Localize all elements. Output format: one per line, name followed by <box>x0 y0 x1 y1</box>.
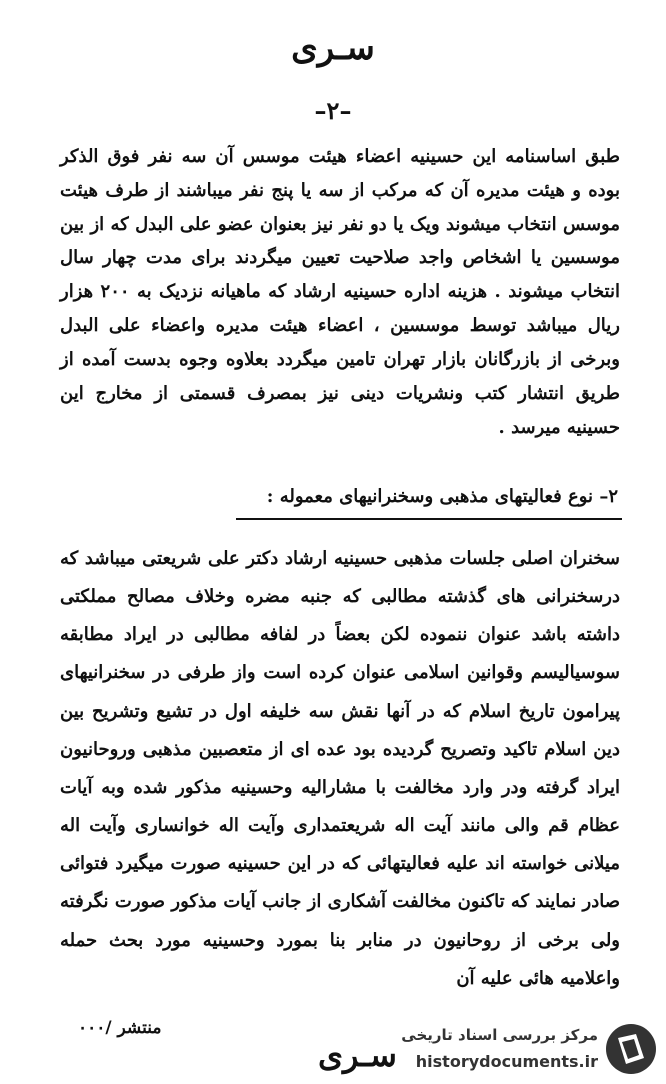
section-1-paragraph: طبق اساسنامه این حسینیه اعضاء هیئت موسس آن سه نفر فوق الذکر بوده و هیئت مدیره آن که مرکب از سه یا پنج نفر میباشند از طرف هیئت موسس انتخاب میشوند ویک یا دو نفر نیز بعنوان عضو علی البدل که از بین موسسین یا اشخاص واجد صلاحیت تعیین میگردند برای مدت چهار سال انتخاب میشوند . هزینه اداره حسینیه ارشاد که ماهیانه نزدیک به ۲۰۰ هزار ریال میباشد توسط موسسین ، اعضاء هیئت مدیره واعضاء علی البدل وبرخی از بازرگانان بازار تهران تامین میگردد بعلاوه وجوه بدست آمده از طریق انتشار کتب ونشریات دینی نیز بمصرف قسمتی از مخارج این حسینیه میرسد . <box>60 146 621 438</box>
classification-stamp-top: سـری <box>291 28 375 68</box>
section-2-heading: ۲– نوع فعالیتهای مذهبی وسخنرانیهای معموله : <box>266 486 618 507</box>
continuation-note: منتشر /۰۰۰ <box>78 1018 162 1038</box>
heading-underline <box>236 518 622 520</box>
watermark-url: historydocuments.ir <box>415 1052 598 1071</box>
watermark-name: مرکز بررسی اسناد تاریخی <box>401 1026 598 1044</box>
classification-stamp-bottom: سـری <box>318 1036 397 1074</box>
archive-watermark <box>372 1018 658 1080</box>
page-number: –۲– <box>314 96 352 125</box>
archive-logo-icon <box>604 1022 658 1076</box>
section-2-paragraph: سخنران اصلی جلسات مذهبی حسینیه ارشاد دکتر علی شریعتی میباشد که درسخنرانی های گذشته مطالبی که جنبه مضره وخلاف مصالح مملکتی داشته باشد عنوان ننموده لکن بعضاً در لفافه مطالبی در ایراد مطابقه سوسیالیسم وقوانین اسلامی عنوان کرده است واز طرفی در سخنرانیهای پیرامون تاریخ اسلام که در آنها نقش سه خلیفه اول در تشیع وتشریح بین دین اسلام تاکید وتصریح گردیده بود عده ای از متعصبین مذهبی وروحانیون ایراد گرفته ودر وارد مخالفت با مشارالیه وحسینیه مذکور شده وبه آیات عظام قم والی مانند آیت اله شریعتمداری وآیت اله خوانساری وآیت اله میلانی خواسته اند علیه فعالیتهائی که در این حسینیه صورت میگیرد فتوائی صادر نمایند که تاکنون مخالفت آشکاری از جانب آیات مذکور صورت نگرفته ولی برخی از روحانیون در منابر بنا بمورد وحسینیه مورد بحث حمله واعلامیه هائی علیه آن <box>60 548 621 989</box>
